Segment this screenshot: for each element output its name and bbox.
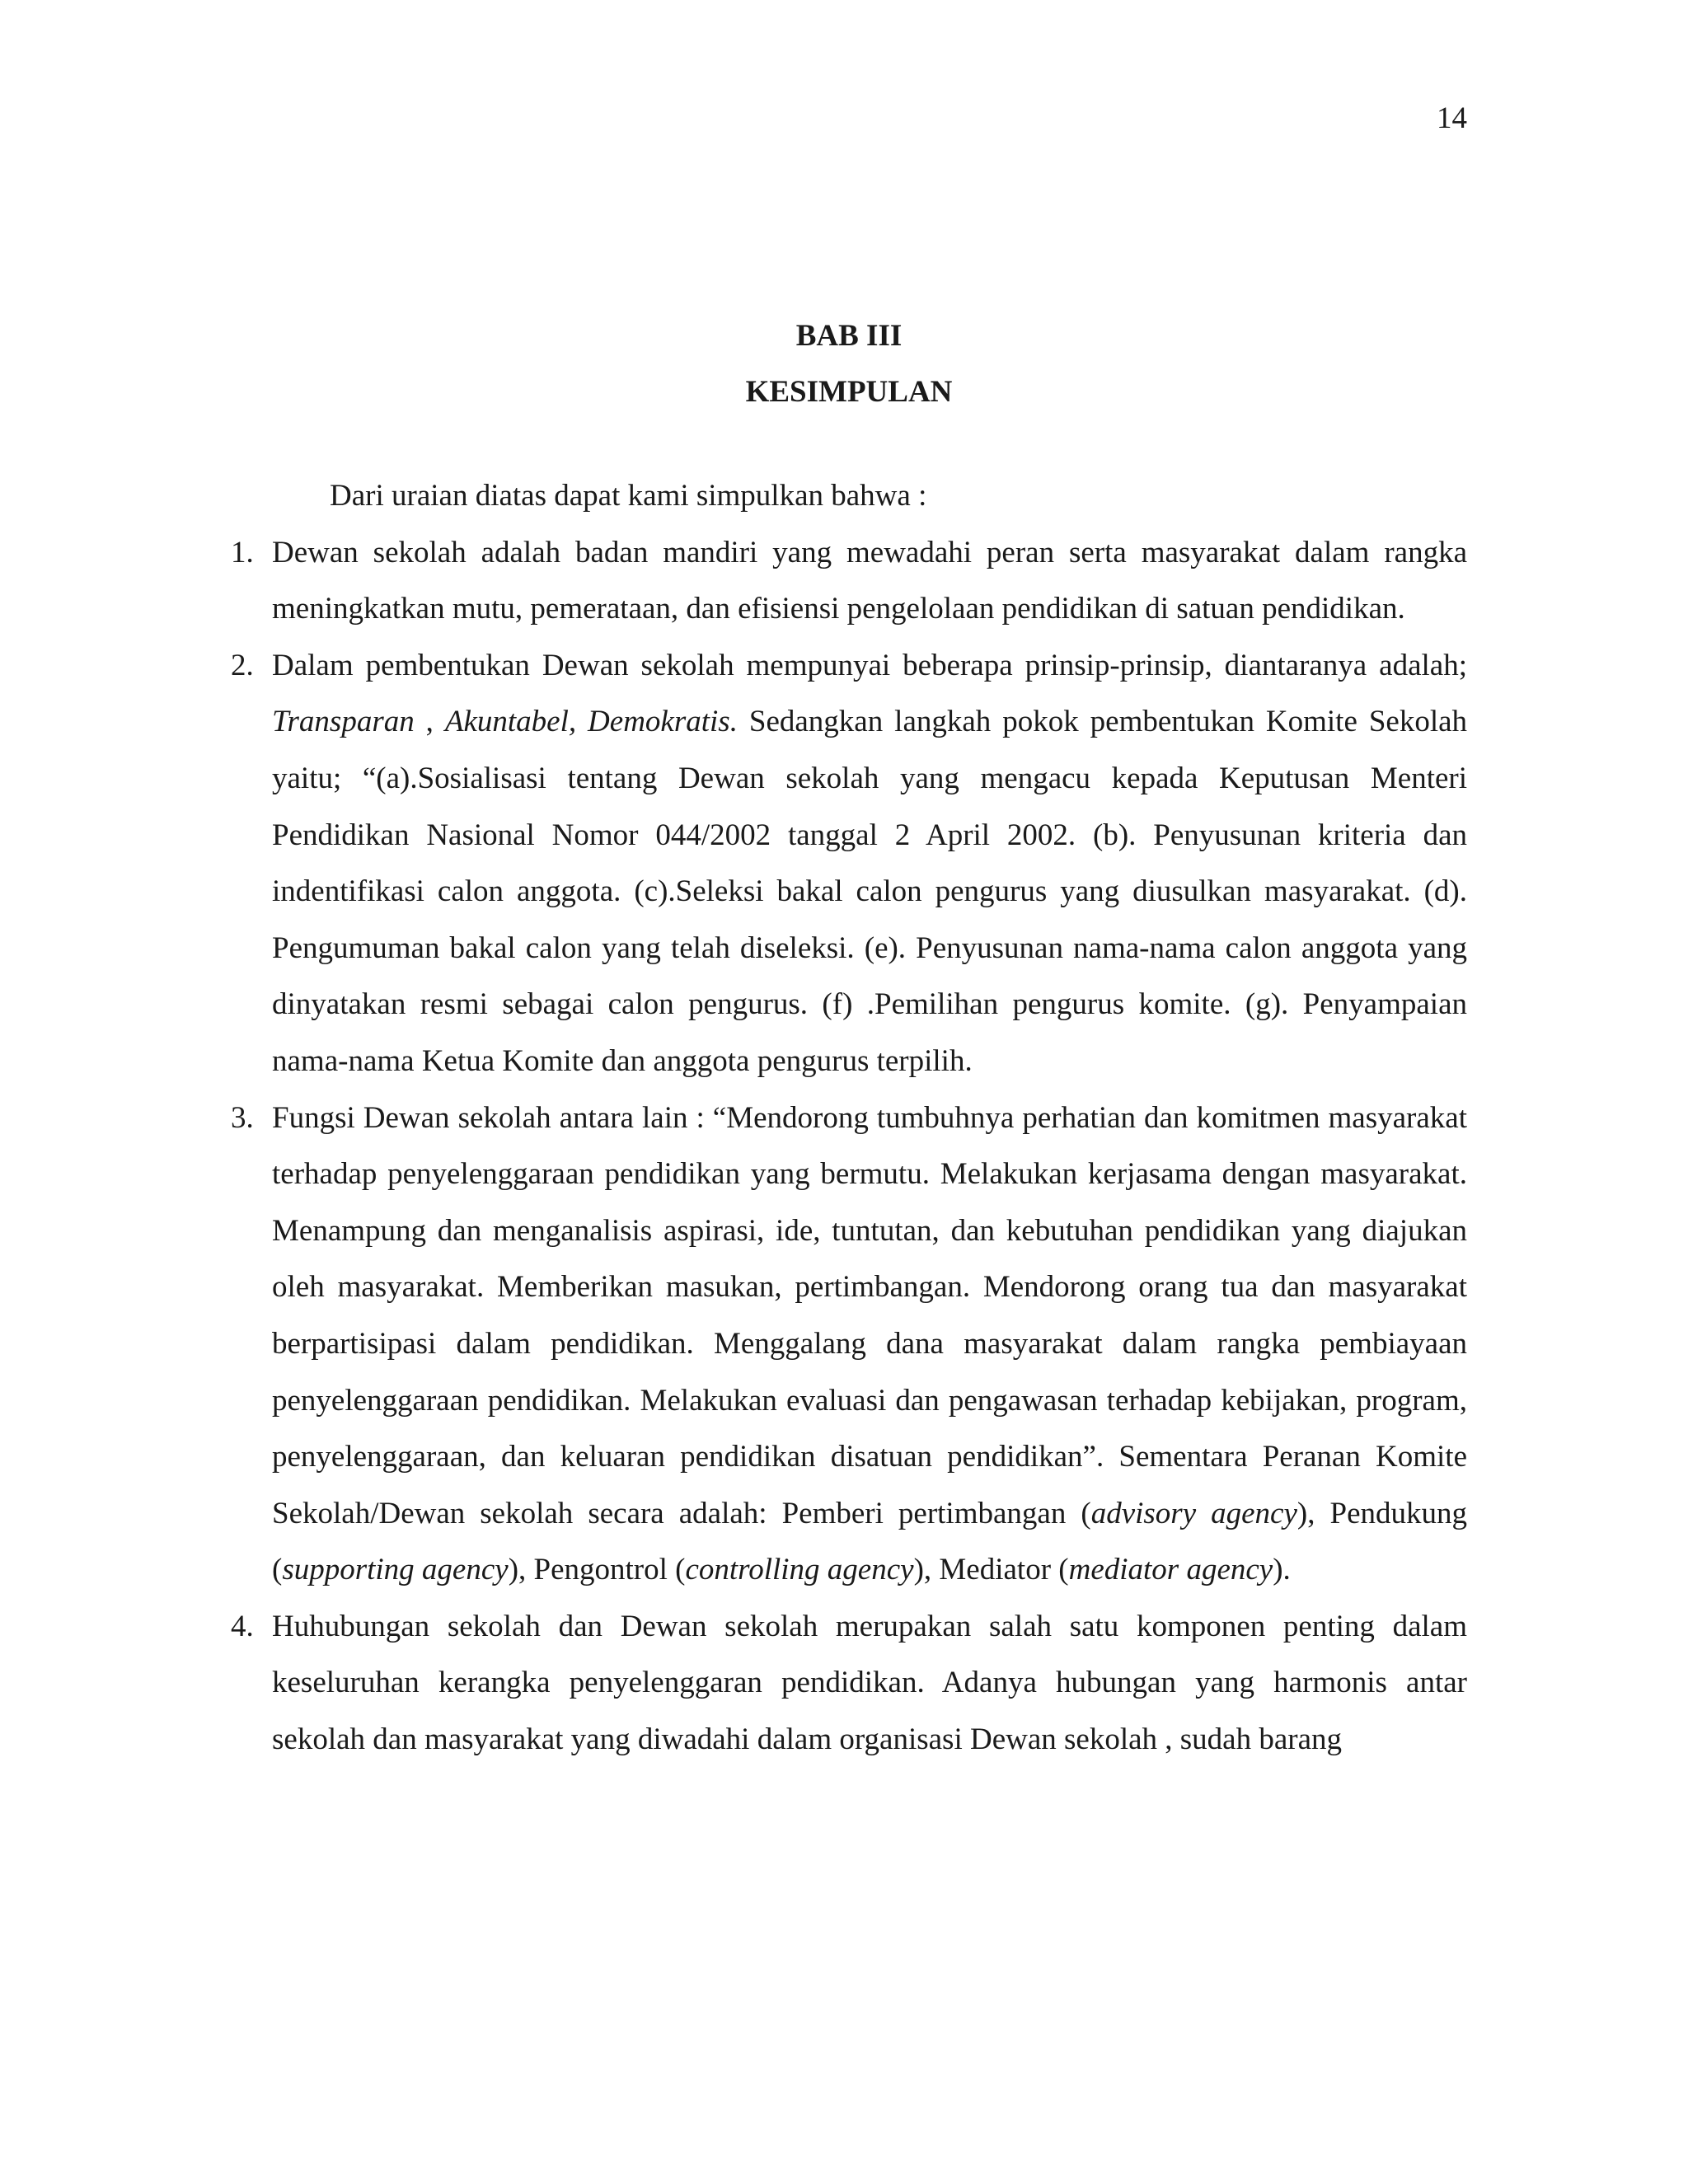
item-text [272, 649, 1467, 1078]
item-text-italic: mediator agency [1068, 1553, 1273, 1587]
page-number: 14 [1437, 101, 1467, 135]
chapter-heading [231, 308, 1467, 420]
chapter-label: BAB III [795, 319, 903, 353]
item-text-italic: advisory agency [1090, 1496, 1297, 1530]
item-text-run: ), Mediator ( [913, 1553, 1069, 1587]
item-number: 2. [231, 648, 254, 682]
item-text-italic: Transparan [272, 705, 415, 739]
item-text-italic: supporting agency [282, 1553, 509, 1587]
item-text-run: ), Pengontrol ( [508, 1553, 686, 1587]
chapter-title: KESIMPULAN [745, 375, 953, 409]
item-text-run: Huhubungan sekolah dan Dewan sekolah merupakan salah satu komponen penting dalam keseluruhan kerangka penyelenggaran pendidikan. Adanya hubungan yang harmonis antar sekolah dan masyarakat yang diwadahi dalam organisasi Dewan sekolah , sudah barang [272, 1609, 1467, 1757]
item-text-run: Dewan sekolah adalah badan mandiri yang mewadahi peran serta masyarakat dalam rangka meningkatkan mutu, pemerataan, dan efisiensi pengelolaan pendidikan di satuan pendidikan. [272, 535, 1467, 626]
intro-paragraph: Dari uraian diatas dapat kami simpulkan bahwa : [330, 479, 927, 513]
item-number: 4. [231, 1609, 254, 1643]
item-text-italic: controlling agency [685, 1553, 914, 1587]
item-text-italic: Akuntabel, Demokratis. [444, 705, 738, 739]
item-text-run: ), Pendukung ( [272, 1496, 1467, 1587]
item-text-run: Dalam pembentukan Dewan sekolah mempunyai beberapa prinsip-prinsip, diantaranya adalah; [272, 648, 1467, 682]
item-number: 3. [231, 1100, 254, 1135]
item-text-run: , [414, 705, 445, 739]
conclusion-item [231, 638, 1467, 1090]
item-text-run: ). [1273, 1553, 1291, 1587]
item-text [272, 1610, 1467, 1756]
conclusion-item [231, 1599, 1467, 1769]
conclusion-list [231, 525, 1467, 1769]
item-text-run: Fungsi Dewan sekolah antara lain : “Mendorong tumbuhnya perhatian dan komitmen masyarakat terhadap penyelenggaraan pendidikan yang bermutu. Melakukan kerjasama dengan masyarakat. Menampung dan menganalisis aspirasi, ide, tuntutan, dan kebutuhan pendidikan yang diajukan oleh masyarakat. Memberikan masukan, pertimbangan. Mendorong orang tua dan masyarakat berpartisipasi dalam pendidikan. Menggalang dana masyarakat dalam rangka pembiayaan penyelenggaraan pendidikan. Melakukan evaluasi dan pengawasan terhadap kebijakan, program, penyelenggaraan, dan keluaran pendidikan disatuan pendidikan”. Sementara Peranan Komite Sekolah/Dewan sekolah secara adalah: Pemberi pertimbangan ( [272, 1100, 1467, 1530]
item-text-run: Sedangkan langkah pokok pembentukan Komite Sekolah yaitu; “(a).Sosialisasi tentang Dewan sekolah yang mengacu kepada Keputusan Menteri Pendidikan Nasional Nomor 044/2002 tanggal 2 April 2002. (b). Penyusunan kriteria dan indentifikasi calon anggota. (c).Seleksi bakal calon pengurus yang diusulkan masyarakat. (d). Pengumuman bakal calon yang telah diseleksi. (e). Penyusunan nama-nama calon anggota yang dinyatakan resmi sebagai calon pengurus. (f) .Pemilihan pengurus komite. (g). Penyampaian nama-nama Ketua Komite dan anggota pengurus terpilih. [272, 705, 1468, 1078]
item-text [272, 1101, 1467, 1587]
conclusion-item [231, 1090, 1467, 1599]
body-text [231, 468, 1467, 1769]
item-text [272, 536, 1467, 626]
item-number: 1. [231, 535, 254, 569]
conclusion-item [231, 525, 1467, 638]
